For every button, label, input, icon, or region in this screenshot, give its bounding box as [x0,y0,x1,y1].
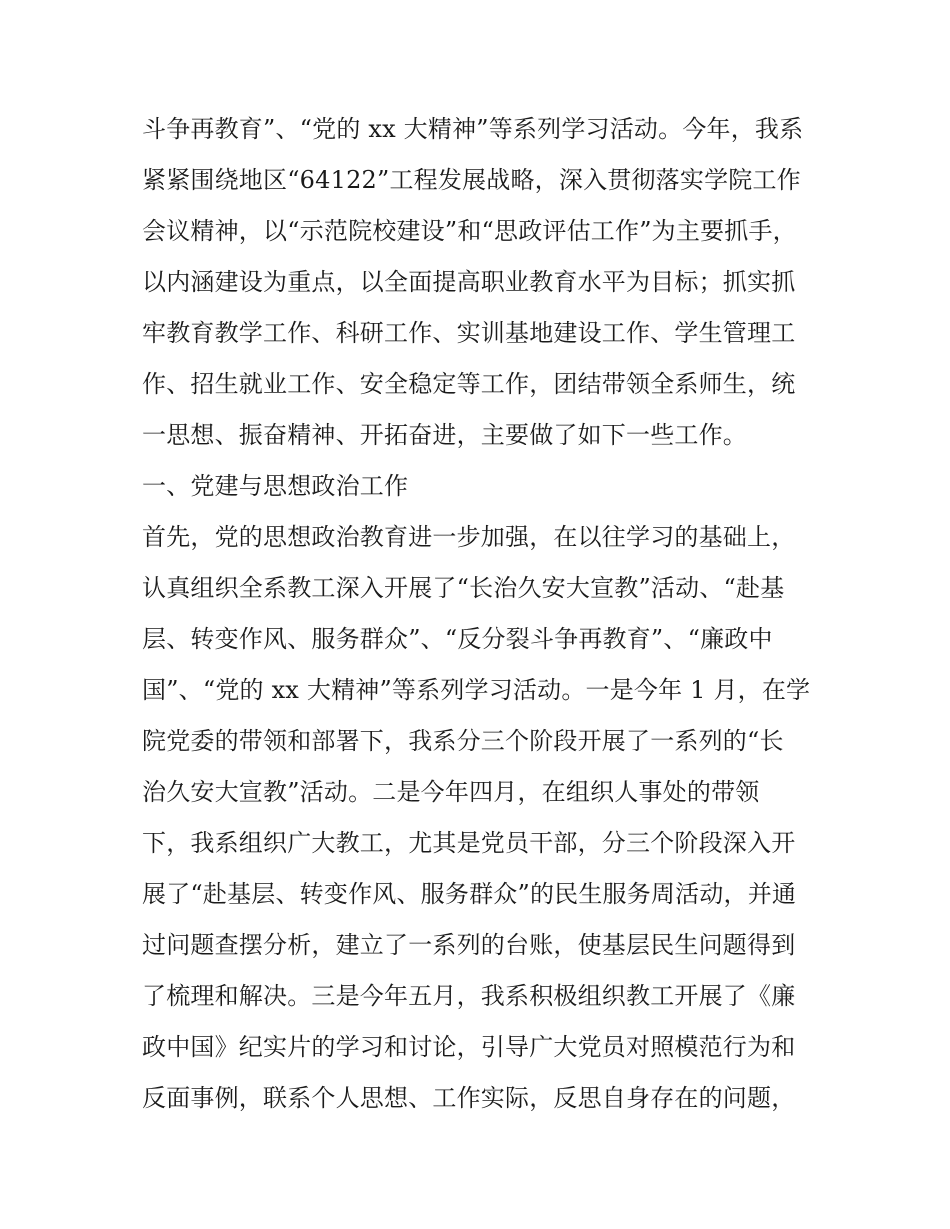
text-line: 过问题查摆分析，建立了一系列的台账，使基层民生问题得到 [142,931,796,959]
text-line: 了梳理和解决。三是今年五月，我系积极组织教工开展了《廉 [142,982,796,1010]
text-line: 反面事例，联系个人思想、工作实际，反思自身存在的问题， [142,1084,796,1112]
text-line: 作、招生就业工作、安全稳定等工作，团结带领全系师生，统 [142,370,796,398]
text-line: 斗争再教育”、“党的 xx 大精神”等系列学习活动。今年，我系 [142,115,804,143]
text-line: 一思想、振奋精神、开拓奋进，主要做了如下一些工作。 [142,421,747,449]
text-line: 会议精神，以“示范院校建设”和“思政评估工作”为主要抓手， [142,217,797,245]
text-line: 国”、“党的 xx 大精神”等系列学习活动。一是今年 1 月，在学 [142,676,811,704]
text-line: 层、转变作风、服务群众”、“反分裂斗争再教育”、“廉政中 [142,625,773,653]
text-line: 政中国》纪实片的学习和讨论，引导广大党员对照模范行为和 [142,1033,796,1061]
text-line: 展了“赴基层、转变作风、服务群众”的民生服务周活动，并通 [142,880,797,908]
section-heading: 一、党建与思想政治工作 [142,472,409,500]
text-line: 认真组织全系教工深入开展了“长治久安大宣教”活动、“赴基 [142,574,785,602]
text-line: 紧紧围绕地区“64122”工程发展战略，深入贯彻落实学院工作 [142,166,801,194]
text-line: 以内涵建设为重点，以全面提高职业教育水平为目标；抓实抓 [142,268,796,296]
text-line: 院党委的带领和部署下，我系分三个阶段开展了一系列的“长 [142,727,784,755]
text-line: 牢教育教学工作、科研工作、实训基地建设工作、学生管理工 [142,319,796,347]
text-line: 治久安大宣教”活动。二是今年四月，在组织人事处的带领 [142,778,760,806]
text-line: 下，我系组织广大教工，尤其是党员干部，分三个阶段深入开 [142,829,796,857]
text-line: 首先，党的思想政治教育进一步加强，在以往学习的基础上， [142,523,796,551]
document-page [142,104,818,1124]
